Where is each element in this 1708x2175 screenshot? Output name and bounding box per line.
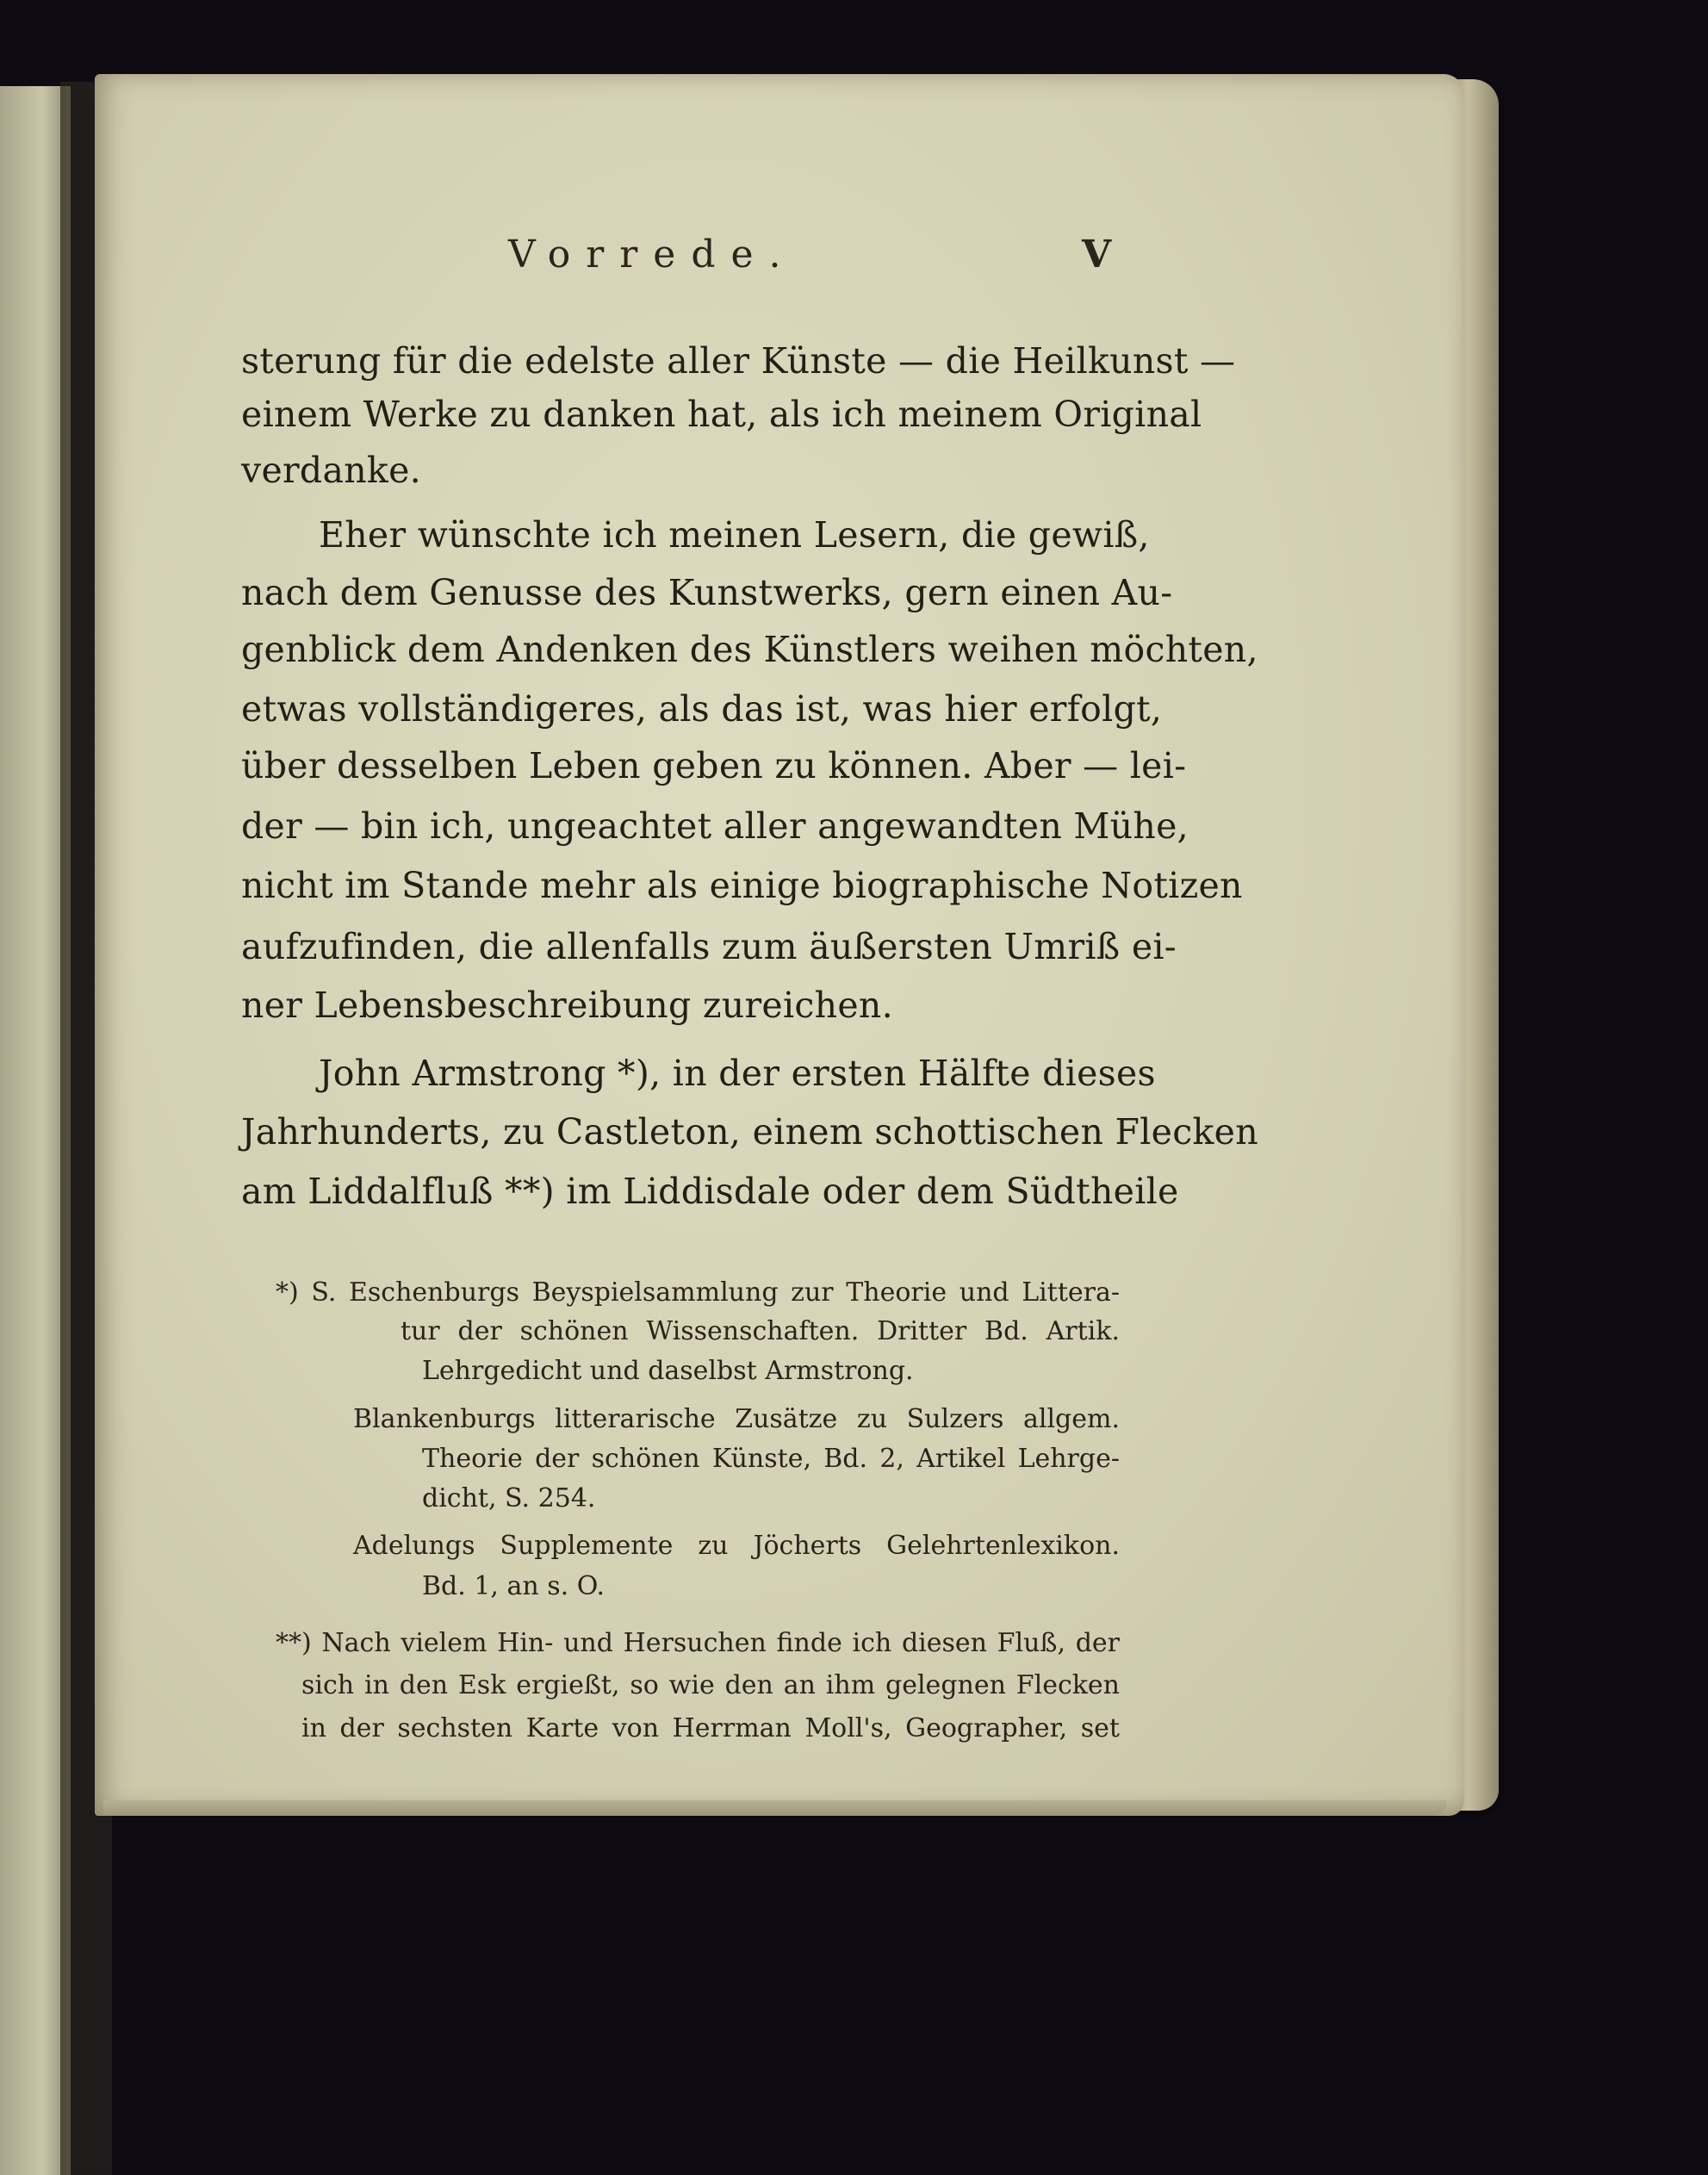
footnote-line: Theorie der schönen Künste, Bd. 2, Artikel Lehrge- <box>422 1444 1120 1474</box>
page-bottom-edge <box>103 1800 1447 1816</box>
text-line: Jahrhunderts, zu Castleton, einem schottischen Flecken <box>241 1111 1258 1153</box>
text-line: nach dem Genusse des Kunstwerks, gern einen Au- <box>241 572 1173 613</box>
text-line: etwas vollständigeres, als das ist, was hier erfolgt, <box>241 688 1163 730</box>
text-line: Eher wünschte ich meinen Lesern, die gewiß, <box>319 514 1150 556</box>
page-number: V <box>1082 233 1112 277</box>
footnote-line: *) S. Eschenburgs Beyspielsammlung zur Theorie und Littera- <box>276 1277 1120 1308</box>
footnote-line: Blankenburgs litterarische Zusätze zu Sulzers allgem. <box>353 1404 1120 1434</box>
footnote-line: **) Nach vielem Hin- und Hersuchen finde ich diesen Fluß, der <box>276 1628 1120 1658</box>
text-line: einem Werke zu danken hat, als ich meinem Original <box>241 394 1202 435</box>
footnote-line: tur der schönen Wissenschaften. Dritter Bd. Artik. <box>401 1316 1120 1346</box>
text-line: am Liddalfluß **) im Liddisdale oder dem Südtheile <box>241 1171 1179 1212</box>
footnote-line: dicht, S. 254. <box>422 1483 596 1513</box>
running-title: Vorrede. <box>508 233 797 277</box>
text-line: John Armstrong *), in der ersten Hälfte dieses <box>319 1053 1156 1094</box>
text-line: der — bin ich, ungeachtet aller angewandten Mühe, <box>241 805 1189 847</box>
text-line: sterung für die edelste aller Künste — die Heilkunst — <box>241 340 1236 382</box>
text-line: genblick dem Andenken des Künstlers weihen möchten, <box>241 629 1258 670</box>
text-line: nicht im Stande mehr als einige biographische Notizen <box>241 865 1243 906</box>
footnote-line: sich in den Esk ergießt, so wie den an ihm gelegnen Flecken <box>301 1670 1120 1700</box>
text-line: verdanke. <box>241 450 421 491</box>
text-line: ner Lebensbeschreibung zureichen. <box>241 985 893 1026</box>
footnote-line: Adelungs Supplemente zu Jöcherts Gelehrtenlexikon. <box>353 1531 1120 1561</box>
footnote-line: Bd. 1, an s. O. <box>422 1571 606 1601</box>
footnote-line: Lehrgedicht und daselbst Armstrong. <box>422 1356 914 1386</box>
text-line: aufzufinden, die allenfalls zum äußersten Umriß ei- <box>241 926 1177 967</box>
text-line: über desselben Leben geben zu können. Aber — lei- <box>241 745 1187 786</box>
footnote-line: in der sechsten Karte von Herrman Moll's, Geographer, set <box>301 1713 1120 1743</box>
